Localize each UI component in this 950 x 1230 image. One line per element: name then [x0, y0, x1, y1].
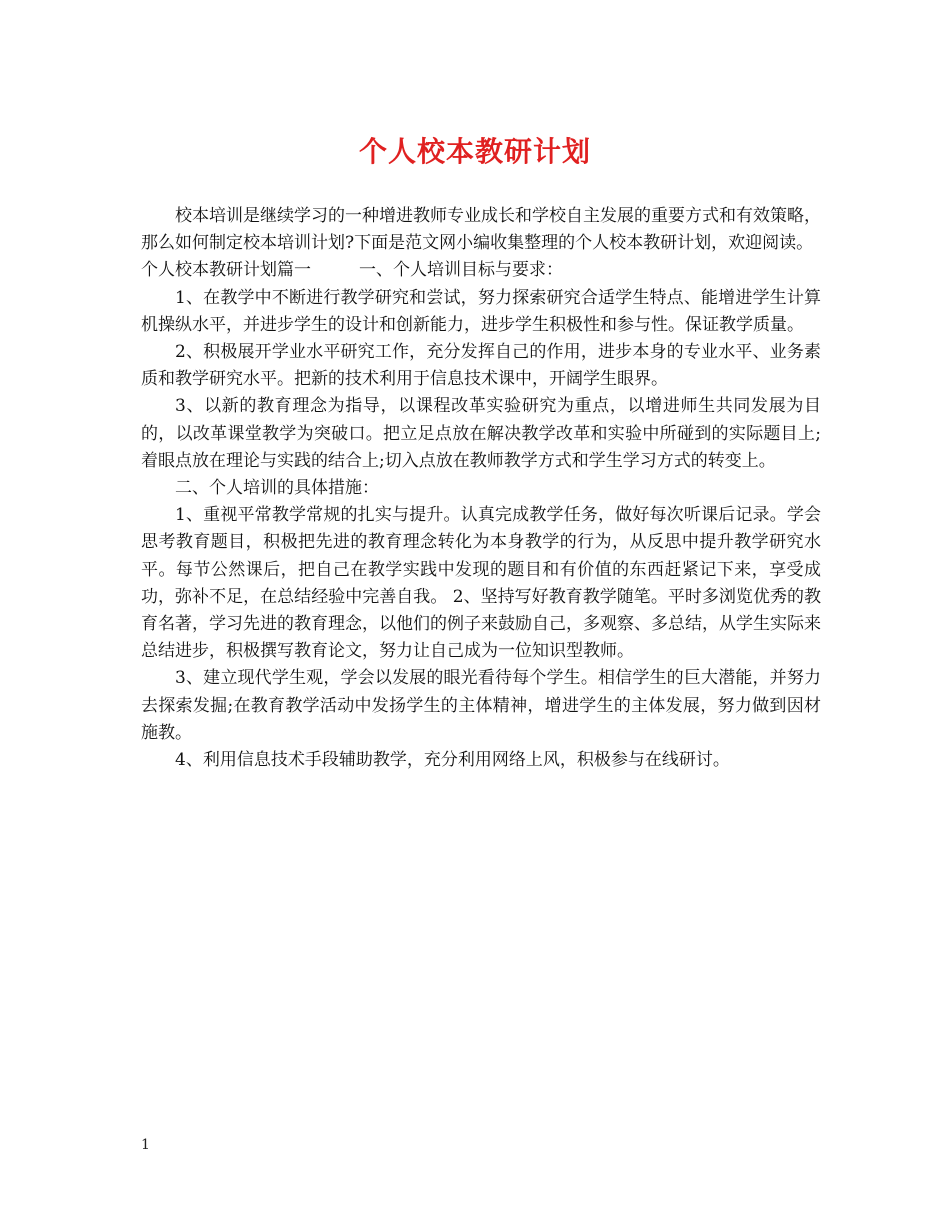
intro-paragraph: 校本培训是继续学习的一种增进教师专业成长和学校自主发展的重要方式和有效策略，那么如何制定校本培训计划?下面是范文网小编收集整理的个人校本教研计划，欢迎阅读。 [141, 206, 821, 254]
document-body [141, 203, 821, 774]
spacer [311, 257, 359, 284]
section-heading-line [141, 257, 821, 284]
goal-paragraph-1: 1、在教学中不断进行教学研究和尝试，努力探索研究合适学生特点、能增进学生计算机操纵水平，并进步学生的设计和创新能力，进步学生积极性和参与性。保证教学质量。 [141, 287, 821, 335]
goal-paragraph-2: 2、积极展开学业水平研究工作，充分发挥自己的作用，进步本身的专业水平、业务素质和教学研究水平。把新的技术利用于信息技术课中，开阔学生眼界。 [141, 342, 821, 390]
document-title: 个人校本教研计划 [358, 135, 591, 168]
goal-paragraph-3: 3、以新的教育理念为指导，以课程改革实验研究为重点，以增进师生共同发展为目的，以改革课堂教学为突破口。把立足点放在解决教学改革和实验中所碰到的实际题目上;着眼点放在理论与实践的结合上;切入点放在教师教学方式和学生学习方式的转变上。 [141, 396, 821, 471]
page-number: 1 [141, 1137, 150, 1153]
heading-measures: 二、个人培训的具体措施： [175, 478, 379, 499]
section-label: 个人校本教研计划篇一 [141, 260, 311, 281]
measure-paragraph-1: 1、重视平常教学常规的扎实与提升。认真完成教学任务，做好每次听课后记录。学会思考教育题目，积极把先进的教育理念转化为本身教学的行为，从反思中提升教学研究水平。每节公然课后，把自己在教学实践中发现的题目和有价值的东西赶紧记下来，享受成功，弥补不足，在总结经验中完善自我。 2、坚持写好教育教学随笔。平时多浏览优秀的教育名著，学习先进的教育理念，以他们的例子来鼓励自己，多观察、多总结，从学生实际来总结进步，积极撰写教育论文，努力让自己成为一位知识型教师。 [141, 505, 821, 662]
measure-paragraph-2: 3、建立现代学生观，学会以发展的眼光看待每个学生。相信学生的巨大潜能，并努力去探索发掘;在教育教学活动中发扬学生的主体精神，增进学生的主体发展，努力做到因材施教。 [141, 668, 821, 743]
measure-paragraph-3: 4、利用信息技术手段辅助教学，充分利用网络上风，积极参与在线研讨。 [175, 750, 730, 771]
heading-goals: 一、个人培训目标与要求： [359, 260, 563, 281]
